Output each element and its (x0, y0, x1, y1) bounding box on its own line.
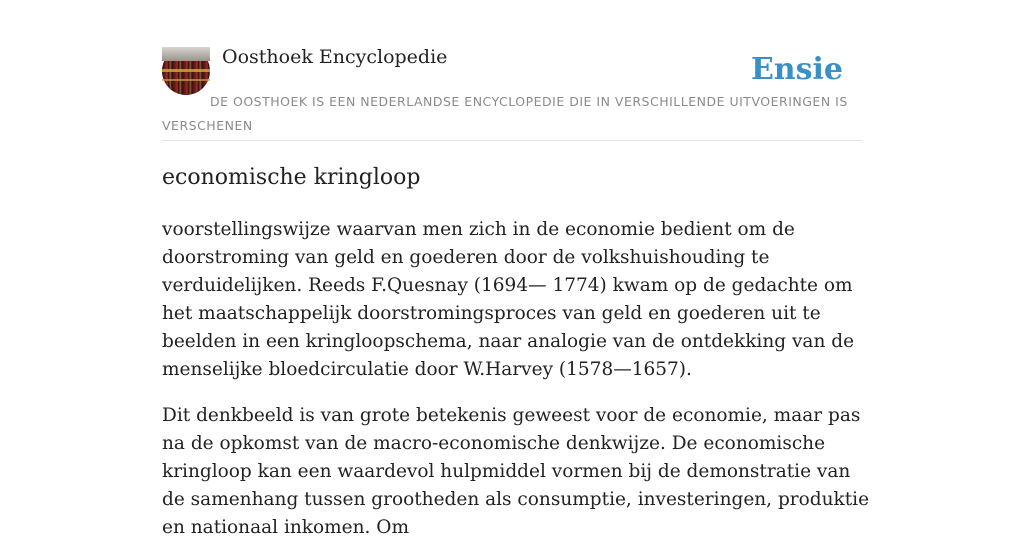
encyclopedia-avatar[interactable] (162, 47, 210, 95)
article-paragraph-1: voorstellingswijze waarvan men zich in de economie bedient om de doorstroming van geld en goederen door de volkshuishouding te verduidelijken. Reeds F.Quesnay (1694— 1774) kwam op de gedachte om het maatschappelijk doorstromingsproces van geld en goederen uit te beelden in een kringloopschema, naar analogie van de ontdekking van de menselijke bloedcirculatie door W.Harvey (1578—1657). (162, 219, 855, 380)
avatar-shelf (162, 47, 210, 61)
ensie-logo[interactable]: Ensie (750, 52, 843, 87)
article-paragraph-2: Dit denkbeeld is van grote betekenis geweest voor de economie, maar pas na de opkomst van de macro-economische denkwijze. De economische kringloop kan een waardevol hulpmiddel vormen bij de demonstratie van de samenhang tussen grootheden als consumptie, investeringen, produktie en nationaal inkomen. Om (162, 405, 870, 538)
article-title: economische kringloop (162, 165, 421, 190)
avatar-band (162, 69, 210, 72)
site-name-link[interactable]: Oosthoek Encyclopedie (222, 46, 448, 68)
avatar-band-lower (162, 79, 210, 81)
site-header (162, 44, 862, 141)
site-tagline: DE OOSTHOEK IS EEN NEDERLANDSE ENCYCLOPEDIE DIE IN VERSCHILLENDE UITVOERINGEN IS VERSCHENEN (162, 94, 848, 133)
article (162, 160, 872, 560)
